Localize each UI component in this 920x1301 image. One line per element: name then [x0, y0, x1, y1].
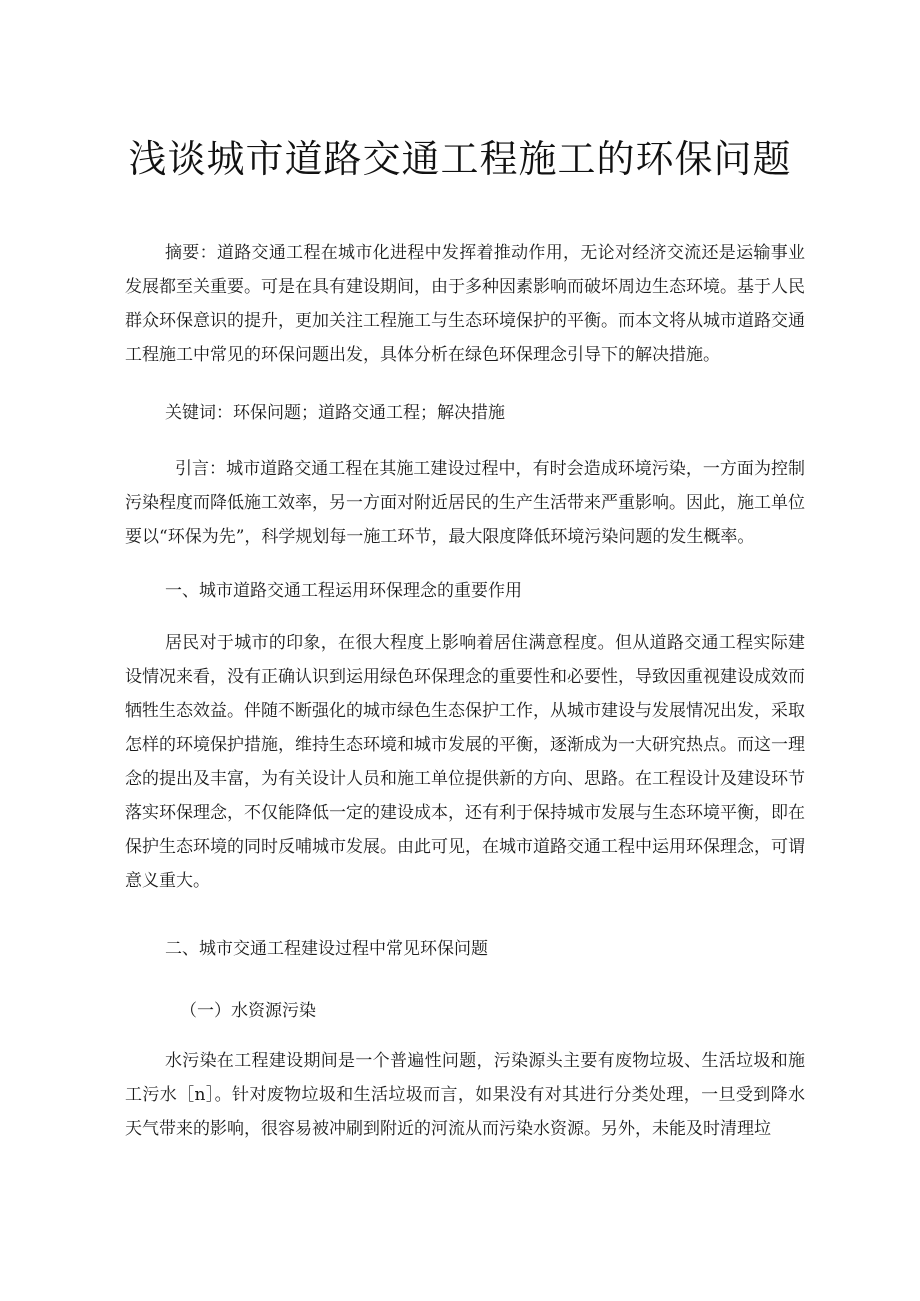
section-1-body: 居民对于城市的印象，在很大程度上影响着居住满意程度。但从道路交通工程实际建设情况来看，没有正确认识到运用绿色环保理念的重要性和必要性，导致因重视建设成效而牺牲生态效益。伴随不断强化的城市绿色生态保护工作，从城市建设与发展情况出发，采取怎样的环境保护措施，维持生态环境和城市发展的平衡，逐渐成为一大研究热点。而这一理念的提出及丰富，为有关设计人员和施工单位提供新的方向、思路。在工程设计及建设环节落实环保理念，不仅能降低一定的建设成本，还有利于保持城市发展与生态环境平衡，即在保护生态环境的同时反哺城市发展。由此可见，在城市道路交通工程中运用环保理念，可谓意义重大。	[125, 633, 805, 891]
subsection-1-heading: （一）水资源污染	[180, 1001, 316, 1021]
section-2-heading: 二、城市交通工程建设过程中常见环保问题	[165, 939, 488, 959]
keywords-paragraph: 关键词：环保问题；道路交通工程；解决措施	[165, 403, 505, 423]
subsection-1-body: 水污染在工程建设期间是一个普遍性问题，污染源头主要有废物垃圾、生活垃圾和施工污水［n］。针对废物垃圾和生活垃圾而言，如果没有对其进行分类处理，一旦受到降水天气带来的影响，很容易被冲刷到附近的河流从而污染水资源。另外，未能及时清理垃	[125, 1051, 805, 1139]
introduction-paragraph: 引言：城市道路交通工程在其施工建设过程中，有时会造成环境污染，一方面为控制污染程度而降低施工效率，另一方面对附近居民的生产生活带来严重影响。因此，施工单位要以“环保为先”，科学规划每一施工环节，最大限度降低环境污染问题的发生概率。	[125, 459, 805, 547]
document-title: 浅谈城市道路交通工程施工的环保问题	[128, 137, 792, 181]
abstract-paragraph: 摘要：道路交通工程在城市化进程中发挥着推动作用，无论对经济交流还是运输事业发展都至关重要。可是在具有建设期间，由于多种因素影响而破坏周边生态环境。基于人民群众环保意识的提升，更加关注工程施工与生态环境保护的平衡。而本文将从城市道路交通工程施工中常见的环保问题出发，具体分析在绿色环保理念引导下的解决措施。	[125, 243, 805, 365]
section-1-heading: 一、城市道路交通工程运用环保理念的重要作用	[165, 581, 522, 601]
